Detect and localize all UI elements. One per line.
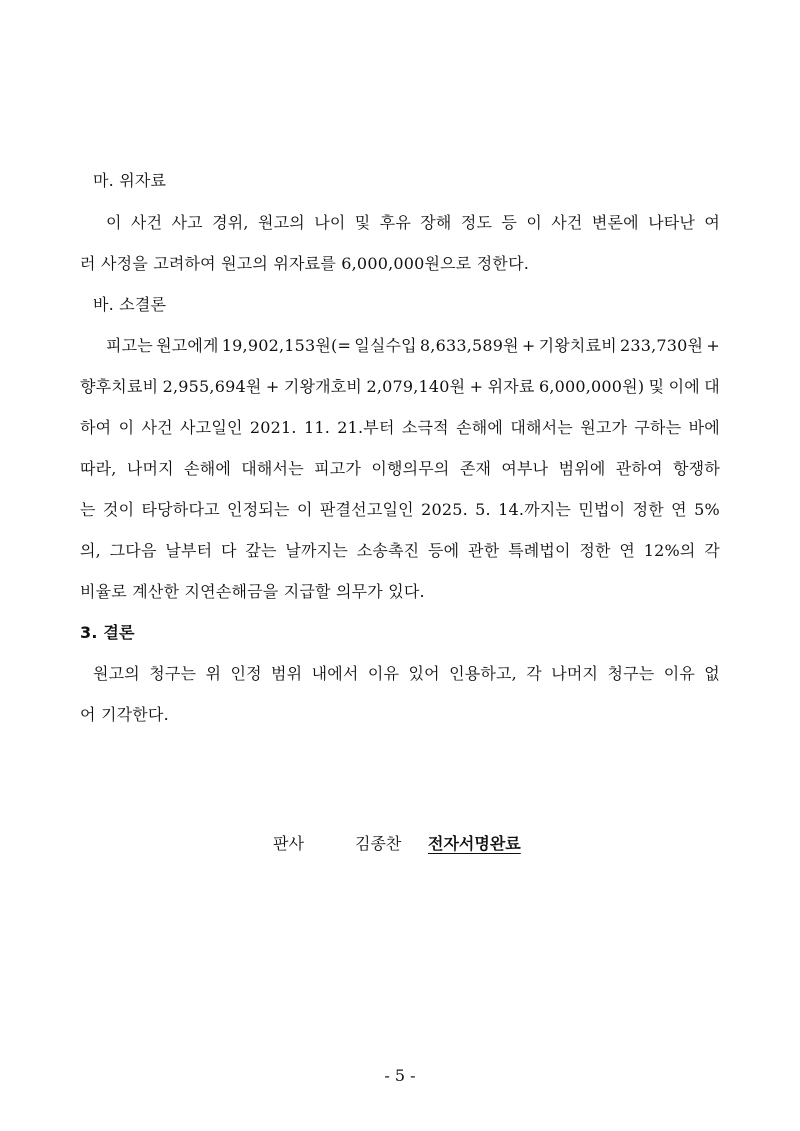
word: 소극적 <box>401 418 449 437</box>
word: 2,079,140원 <box>366 377 466 396</box>
word: 청구는 <box>149 664 197 683</box>
judge-name: 김종찬 <box>355 834 402 853</box>
word: 원고에게 <box>156 336 219 355</box>
word: 사고 <box>171 213 203 232</box>
word: 이 <box>106 213 122 232</box>
word: 나타난 <box>648 213 696 232</box>
word: 여부나 <box>501 459 549 478</box>
word: 19,902,153원(= <box>221 336 352 355</box>
judge-title: 판사 <box>273 834 304 853</box>
word: 여 <box>704 213 720 232</box>
word: 하여 <box>80 418 112 437</box>
word: 갚는 <box>245 541 277 560</box>
word: 내에서 <box>311 664 359 683</box>
word: 위자료 <box>487 377 535 396</box>
word: 향후치료비 <box>80 377 159 396</box>
word: 8,633,589원 <box>419 336 519 355</box>
section-heading-consolation: 마. 위자료 <box>93 171 167 190</box>
word: 정한 <box>632 500 664 519</box>
word: 이 <box>118 418 135 437</box>
word: 및 <box>648 377 665 396</box>
paragraph-line <box>106 213 720 233</box>
paragraph-line <box>80 377 720 397</box>
page-number: - 5 - <box>384 1066 416 1085</box>
word: 등에 <box>428 541 460 560</box>
word: + <box>521 336 536 355</box>
paragraph-line <box>80 418 720 438</box>
word: 기왕치료비 <box>538 336 617 355</box>
word: 소송촉진 <box>356 541 420 560</box>
word: 장해 <box>420 213 452 232</box>
word: 2,955,694원 <box>162 377 262 396</box>
word: 연 <box>619 541 636 560</box>
paragraph-line: 비율로 계산한 지연손해금을 지급할 의무가 있다. <box>80 582 425 601</box>
word: 233,730원 <box>619 336 704 355</box>
word: 각 <box>704 541 720 560</box>
word: 정도 <box>460 213 493 232</box>
paragraph-line <box>80 541 720 561</box>
word: 정한 <box>579 541 611 560</box>
word: 판결선고일인 <box>319 500 414 519</box>
word: 나머지 <box>551 664 599 683</box>
word: 사건 <box>130 213 163 232</box>
word: 범위에 <box>558 459 606 478</box>
section-heading-conclusion: 3. 결론 <box>80 623 135 642</box>
word: 존재 <box>459 459 492 478</box>
word: 경위, <box>212 213 249 232</box>
word: 2021. <box>249 418 297 437</box>
word: 후유 <box>379 213 411 232</box>
word: 이 <box>526 213 542 232</box>
word: 있어 <box>408 664 440 683</box>
word: 14.까지는 <box>498 500 572 519</box>
word: 등 <box>501 213 518 232</box>
electronic-signature-status: 전자서명완료 <box>428 834 521 853</box>
word: + <box>265 377 280 396</box>
word: 민법이 <box>578 500 626 519</box>
word: 이유 <box>663 664 696 683</box>
word: 구하는 <box>634 418 682 437</box>
word: 2025. <box>421 500 468 519</box>
word: 청구는 <box>607 664 655 683</box>
paragraph-line <box>93 664 720 684</box>
word: 5. <box>475 500 491 519</box>
word: 사건 <box>141 418 173 437</box>
word: 그다음 <box>109 541 157 560</box>
word: 이유 <box>367 664 400 683</box>
word: 의, <box>80 541 101 560</box>
word: 타당하다고 <box>141 500 220 519</box>
word: 대해서는 <box>510 418 573 437</box>
word: 원고의 <box>93 664 140 683</box>
word: 11. <box>303 418 331 437</box>
word: 및 <box>354 213 371 232</box>
word: 원고가 <box>580 418 628 437</box>
word: 인정 <box>230 664 262 683</box>
paragraph-line: 러 사정을 고려하여 원고의 위자료를 6,000,000원으로 정한다. <box>80 254 530 273</box>
word: 일실수입 <box>354 336 417 355</box>
word: 피고가 <box>314 459 362 478</box>
word: 범위 <box>271 664 303 683</box>
word: 나머지 <box>126 459 174 478</box>
word: 연 <box>671 500 687 519</box>
word: 원고의 <box>257 213 305 232</box>
word: 바에 <box>688 418 720 437</box>
word: 특례법이 <box>508 541 571 560</box>
word: + <box>469 377 484 396</box>
paragraph-line <box>80 500 720 520</box>
paragraph-line <box>106 336 720 356</box>
word: 사고일인 <box>180 418 243 437</box>
word: 것이 <box>102 500 135 519</box>
word: 기왕개호비 <box>283 377 363 396</box>
word: 대해서는 <box>241 459 304 478</box>
word: 5% <box>694 500 720 519</box>
word: 12%의 <box>643 541 696 560</box>
word: 관한 <box>468 541 500 560</box>
word: 항쟁하 <box>672 459 720 478</box>
word: 나이 <box>314 213 346 232</box>
word: 관하여 <box>615 459 663 478</box>
word: 손해에 <box>456 418 504 437</box>
word: 인용하고, <box>449 664 517 683</box>
word: 이행의무의 <box>371 459 450 478</box>
word: 6,000,000원) <box>538 377 645 396</box>
paragraph-line <box>80 459 720 479</box>
word: 피고는 <box>106 336 153 355</box>
word: 인정되는 <box>227 500 290 519</box>
word: 변론에 <box>591 213 639 232</box>
section-heading-subconclusion: 바. 소결론 <box>93 295 167 314</box>
word: 날까지는 <box>285 541 348 560</box>
word: 위 <box>205 664 222 683</box>
word: 사건 <box>551 213 583 232</box>
word: 이 <box>296 500 313 519</box>
word: 각 <box>526 664 542 683</box>
word: + <box>706 336 720 355</box>
word: 날부터 <box>165 541 213 560</box>
word: 는 <box>80 500 96 519</box>
word: 손해에 <box>184 459 232 478</box>
word: 따라, <box>80 459 117 478</box>
word: 이에 <box>668 377 700 396</box>
word: 21.부터 <box>337 418 395 437</box>
word: 없 <box>704 664 720 683</box>
paragraph-line: 어 기각한다. <box>80 705 169 724</box>
word: 다 <box>221 541 237 560</box>
word: 대 <box>704 377 720 396</box>
